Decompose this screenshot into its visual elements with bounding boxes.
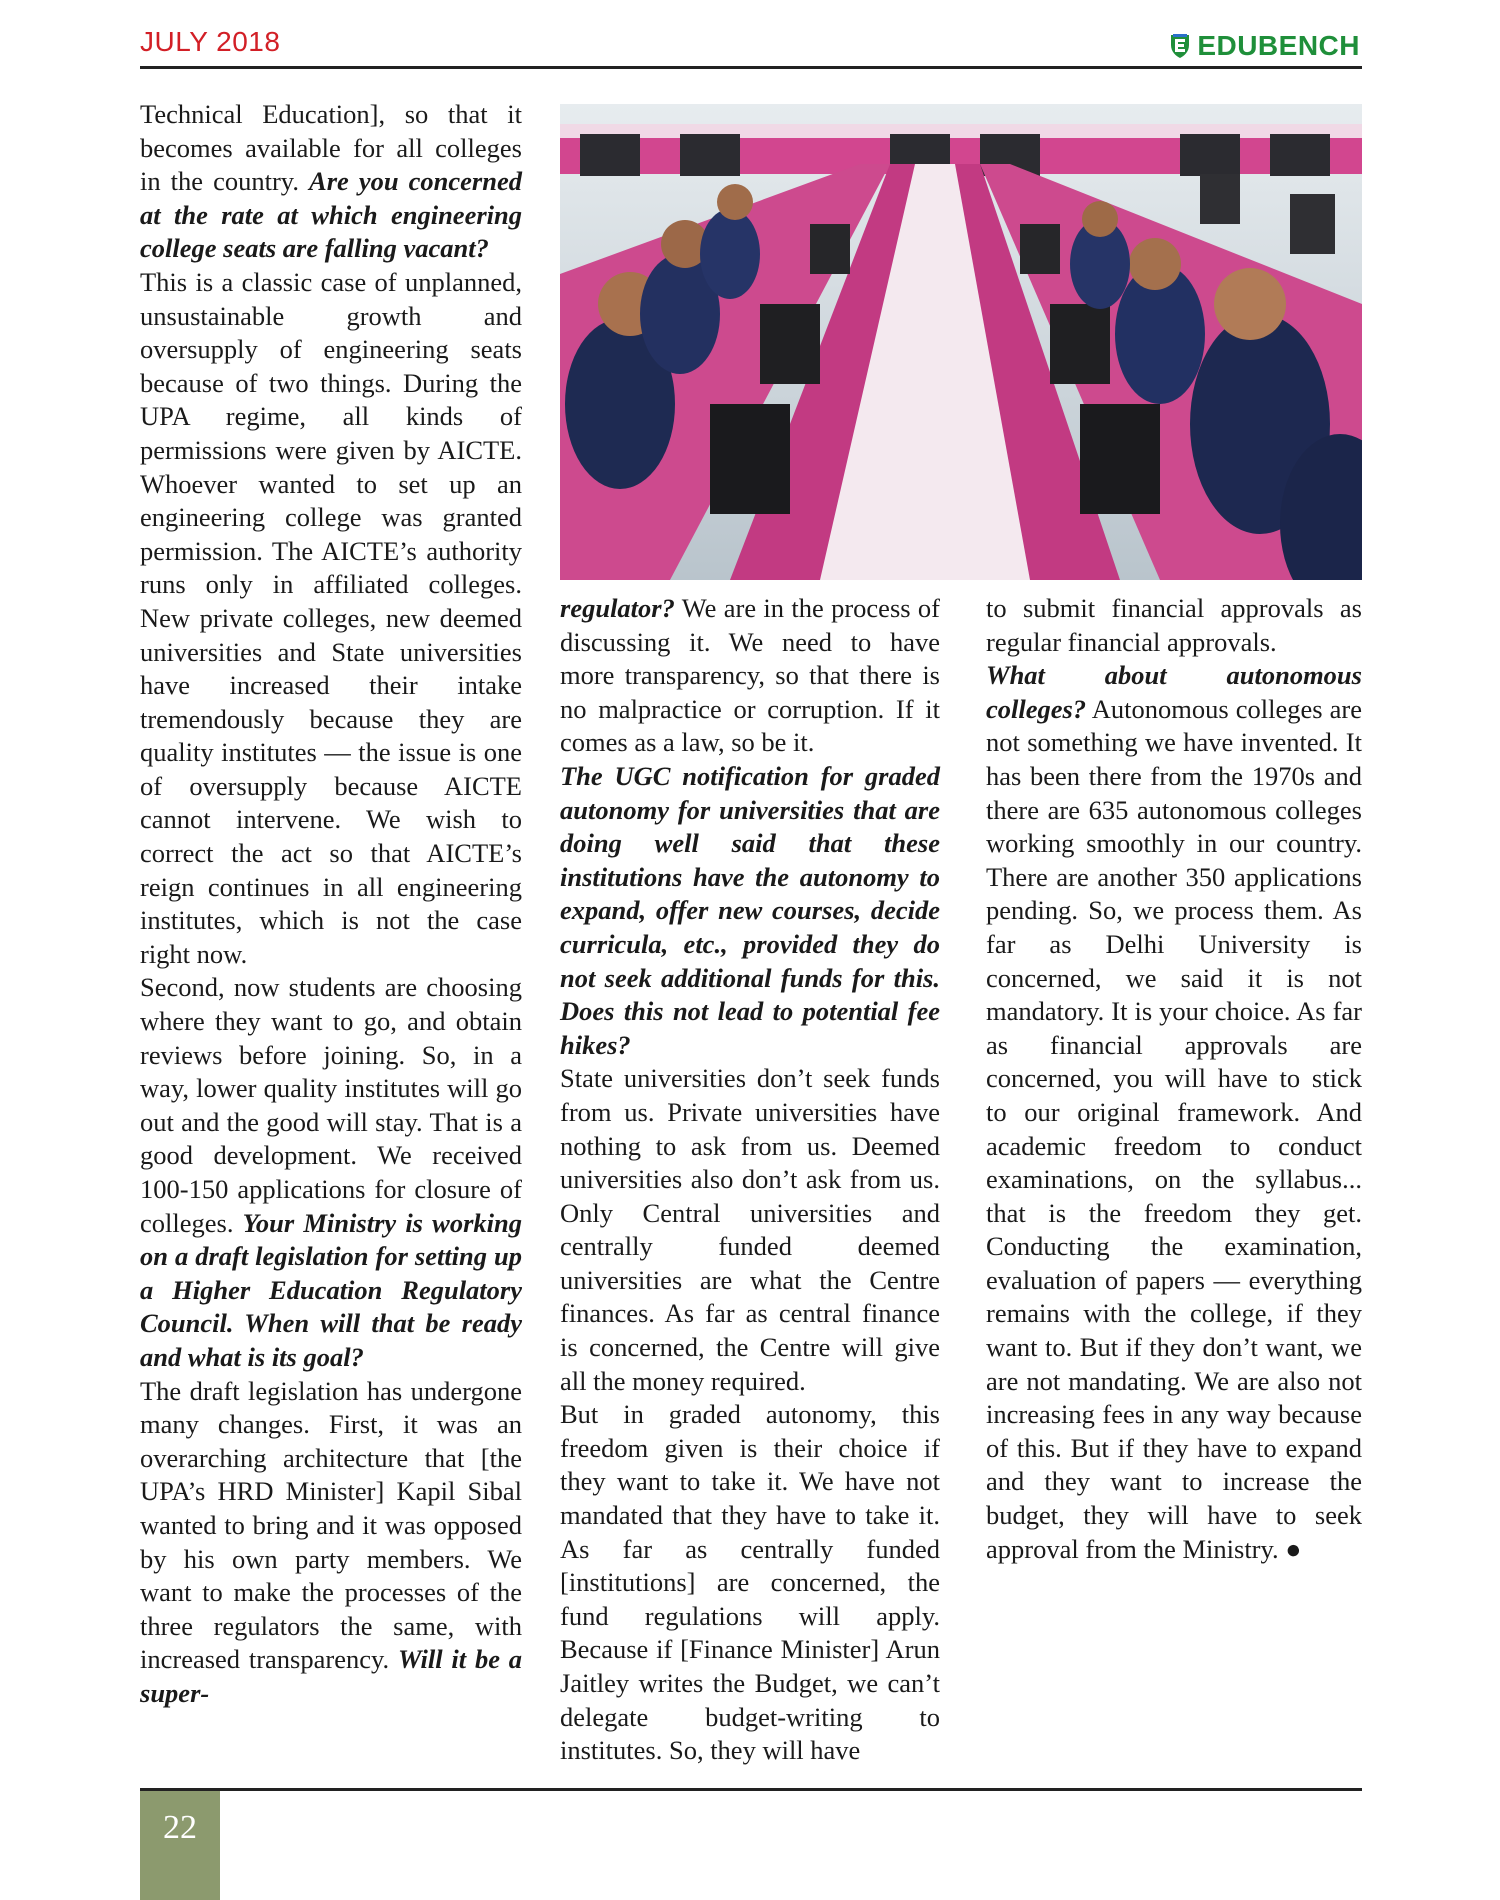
brand-logo (1169, 30, 1360, 62)
article-column-3 (986, 592, 1362, 1772)
article-column-1 (140, 98, 522, 1758)
answer-text: The draft legislation has undergone many changes. First, it was an overarching architecture that [the UPA’s HRD Minister] Kapil Sibal wanted to bring and it was opposed by his own party members. We want to make the processes of the three regulators the same, with increased transparency. (140, 1375, 522, 1675)
answer-text: We are in the process of discussing it. We need to have more transparency, so that there is no malpractice or corruption. If it comes as a law, so be it. (560, 593, 940, 758)
classroom-photo-illustration (560, 104, 1362, 580)
question-text: Are you concerned at the rate at which engineering college seats are falling vacant? (140, 166, 522, 264)
question-text: Your Ministry is working on a draft legislation for setting up a Higher Education Regulatory Council. When will that be ready and what is its goal? (140, 1207, 523, 1372)
answer-text: Autonomous colleges are not something we have invented. It has been there from the 1970s and there are 635 autonomous colleges working smoothly in our country. There are another 350 applications pending. So, we process them. As far as Delhi University is concerned, we said it is not mandatory. It is your choice. As far as financial approvals are concerned, you will have to stick to our original framework. And academic freedom to conduct examinations, on the syllabus... that is the freedom they get. Conducting the examination, evaluation of papers — everything remains with the college, if they want to. But if they don’t want, we are not mandating. We are also not increasing fees in any way because of this. But if they have to expand and they want to increase the budget, they will have to seek approval from the Ministry. ● (986, 693, 1362, 1564)
brand-name: EDUBENCH (1197, 30, 1360, 61)
page-number: 22 (163, 1809, 197, 1846)
header-divider (140, 66, 1362, 69)
paragraph (560, 592, 940, 760)
question-text: The UGC notification for graded autonomy for universities that are doing well said that these institutions have the autonomy to expand, offer new courses, decide curricula, etc., provided they do not seek additional funds for this. Does this not lead to potential fee hikes? (560, 760, 940, 1060)
paragraph: to submit financial approvals as regular financial approvals. (986, 593, 1362, 657)
question-text: What about autonomous colleges? (986, 660, 1362, 724)
paragraph: State universities don’t seek funds from us. Private universities have nothing to ask from us. Deemed universities also don’t ask from us. Only Central universities and centrally funded deemed universities are what the Centre finances. As far as central finance is concerned, the Centre will give all the money required. (560, 1063, 940, 1396)
paragraph (986, 659, 1362, 1566)
paragraph: This is a classic case of unplanned, unsustainable growth and oversupply of engineering seats because of two things. During the UPA regime, all kinds of permissions were given by AICTE. Whoever wanted to set up an engineering college was granted permission. The AICTE’s authority runs only in affiliated colleges. New private colleges, new deemed universities and State universities have increased their intake tremendously because they are quality institutes — the issue is one of oversupply because AICTE cannot intervene. We wish to correct the act so that AICTE’s reign continues in all engineering institutes, which is not the case right now. (140, 266, 522, 969)
question-text: Will it be a super- (140, 1644, 523, 1708)
article-column-2 (560, 592, 940, 1772)
paragraph (140, 98, 522, 266)
answer-text: Second, now students are choosing where they want to go, and obtain reviews before joining. So, in a way, lower quality institutes will go out and the good will stay. That is a good development. We received 100-150 applications for closure of colleges. (140, 972, 522, 1238)
answer-text: Technical Education], so that it becomes available for all colleges in the country. (140, 99, 522, 197)
paragraph: But in graded autonomy, this freedom given is their choice if they want to take it. We have not mandated that they have to take it. As far as centrally funded [institutions] are concerned, the fund regulations will apply. Because if [Finance Minister] Arun Jaitley writes the Budget, we can’t delegate budget-writing to institutes. So, they will have (560, 1399, 940, 1766)
page-number-box (140, 1791, 220, 1900)
shield-logo-icon (1169, 33, 1191, 59)
footer-divider (140, 1788, 1362, 1791)
issue-date: JULY 2018 (140, 26, 281, 57)
paragraph (140, 971, 522, 1374)
question-text: regulator? (560, 593, 675, 623)
paragraph (140, 1375, 522, 1711)
classroom-photo (560, 104, 1362, 580)
paragraph (560, 760, 940, 1062)
